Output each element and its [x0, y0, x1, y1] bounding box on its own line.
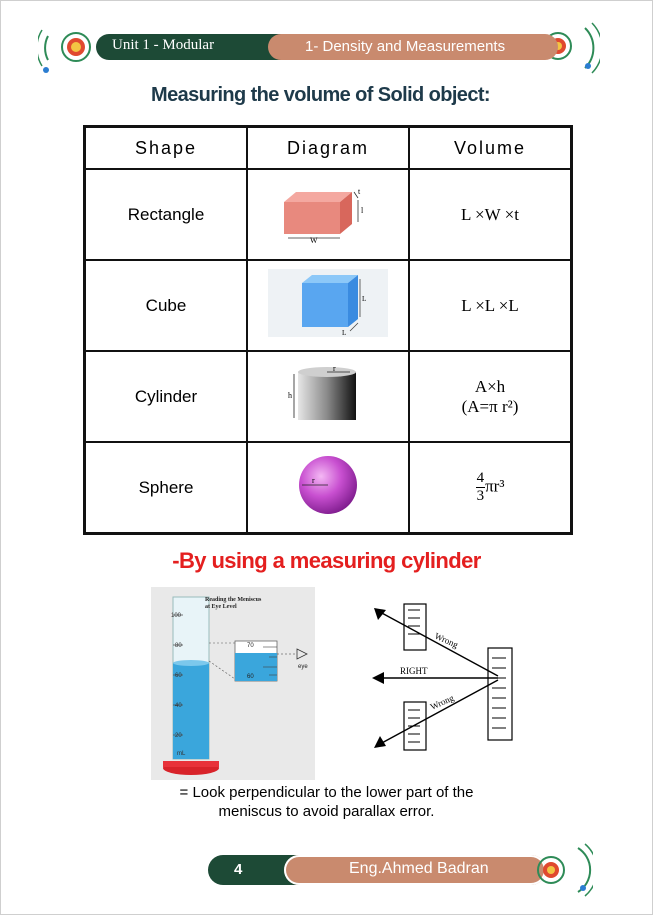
cylinder-caption-line2: at Eye Level [205, 604, 237, 610]
footer-author: Eng.Ahmed Badran [349, 860, 489, 877]
cube-label-base: L [342, 329, 347, 337]
rectangle-diagram [278, 180, 378, 244]
shape-name: Rectangle [85, 169, 248, 260]
page-number: 4 [234, 861, 243, 878]
cylinder-diagram [288, 364, 368, 424]
wrong-top-label: Wrong [433, 630, 460, 650]
volume-table [83, 125, 573, 535]
measuring-cylinder-figure [151, 587, 315, 780]
cube-label-side: L [362, 295, 367, 303]
cylinder-label-r: r [333, 364, 336, 373]
cyl-mark-100: 100 [171, 613, 182, 619]
sphere-label-r: r [312, 476, 315, 485]
rectangle-volume-formula: L ×W ×t [409, 169, 572, 260]
cyl-mark-ml: mL [177, 751, 186, 757]
table-header-row [85, 127, 572, 170]
zoom-mark-60: 60 [247, 674, 254, 680]
zoom-mark-70: 70 [247, 643, 254, 649]
cyl-mark-60: 60 [175, 673, 182, 679]
sphere-fraction-denominator: 3 [476, 488, 485, 504]
cylinder-label-h: h [288, 391, 292, 400]
note-line-2: meniscus to avoid parallax error. [218, 803, 435, 820]
rect-label-l: l [361, 206, 364, 215]
page-title: Measuring the volume of Solid object: [151, 84, 490, 106]
cylinder-volume-line1: A×h [474, 376, 506, 396]
shape-name: Cube [85, 260, 248, 351]
table-row [85, 260, 572, 351]
sphere-diagram-cell [247, 442, 409, 534]
wrong-bottom-label: Wrong [428, 692, 456, 712]
header-unit-label: Unit 1 - Modular [112, 37, 215, 53]
eye-label: eye [298, 664, 308, 670]
table-row [85, 442, 572, 534]
left-header-ornament [38, 18, 98, 78]
sphere-fraction [476, 470, 486, 505]
sphere-diagram [296, 453, 360, 517]
cyl-mark-20: 20 [175, 733, 182, 739]
column-header-volume: Volume [409, 127, 572, 170]
cyl-mark-40: 40 [175, 703, 182, 709]
parallax-diagram [370, 598, 520, 758]
cyl-mark-80: 80 [175, 643, 182, 649]
column-header-shape: Shape [85, 127, 248, 170]
table-row [85, 351, 572, 442]
column-header-diagram: Diagram [247, 127, 409, 170]
section-subtitle: -By using a measuring cylinder [172, 548, 481, 573]
cylinder-diagram-cell [247, 351, 409, 442]
sphere-fraction-numerator: 4 [476, 470, 485, 486]
rect-label-t: t [358, 187, 361, 196]
rectangle-diagram-cell [247, 169, 409, 260]
sphere-volume-formula [409, 442, 572, 534]
rect-label-w: W [310, 236, 318, 244]
cube-volume-formula: L ×L ×L [409, 260, 572, 351]
cylinder-caption-line1: Reading the Meniscus [205, 597, 262, 603]
cube-diagram-cell [247, 260, 409, 351]
cylinder-volume-line2: (A=π r²) [461, 396, 519, 416]
right-label: RIGHT [400, 666, 428, 676]
note-line-1: = Look perpendicular to the lower part of the [179, 784, 474, 801]
header-topic-label: 1- Density and Measurements [305, 38, 506, 55]
sphere-volume-rest: πr³ [485, 476, 505, 496]
footer-ornament [533, 842, 593, 898]
table-row [85, 169, 572, 260]
shape-name: Cylinder [85, 351, 248, 442]
cube-diagram [268, 269, 388, 337]
cylinder-volume-formula [409, 351, 572, 442]
shape-name: Sphere [85, 442, 248, 534]
